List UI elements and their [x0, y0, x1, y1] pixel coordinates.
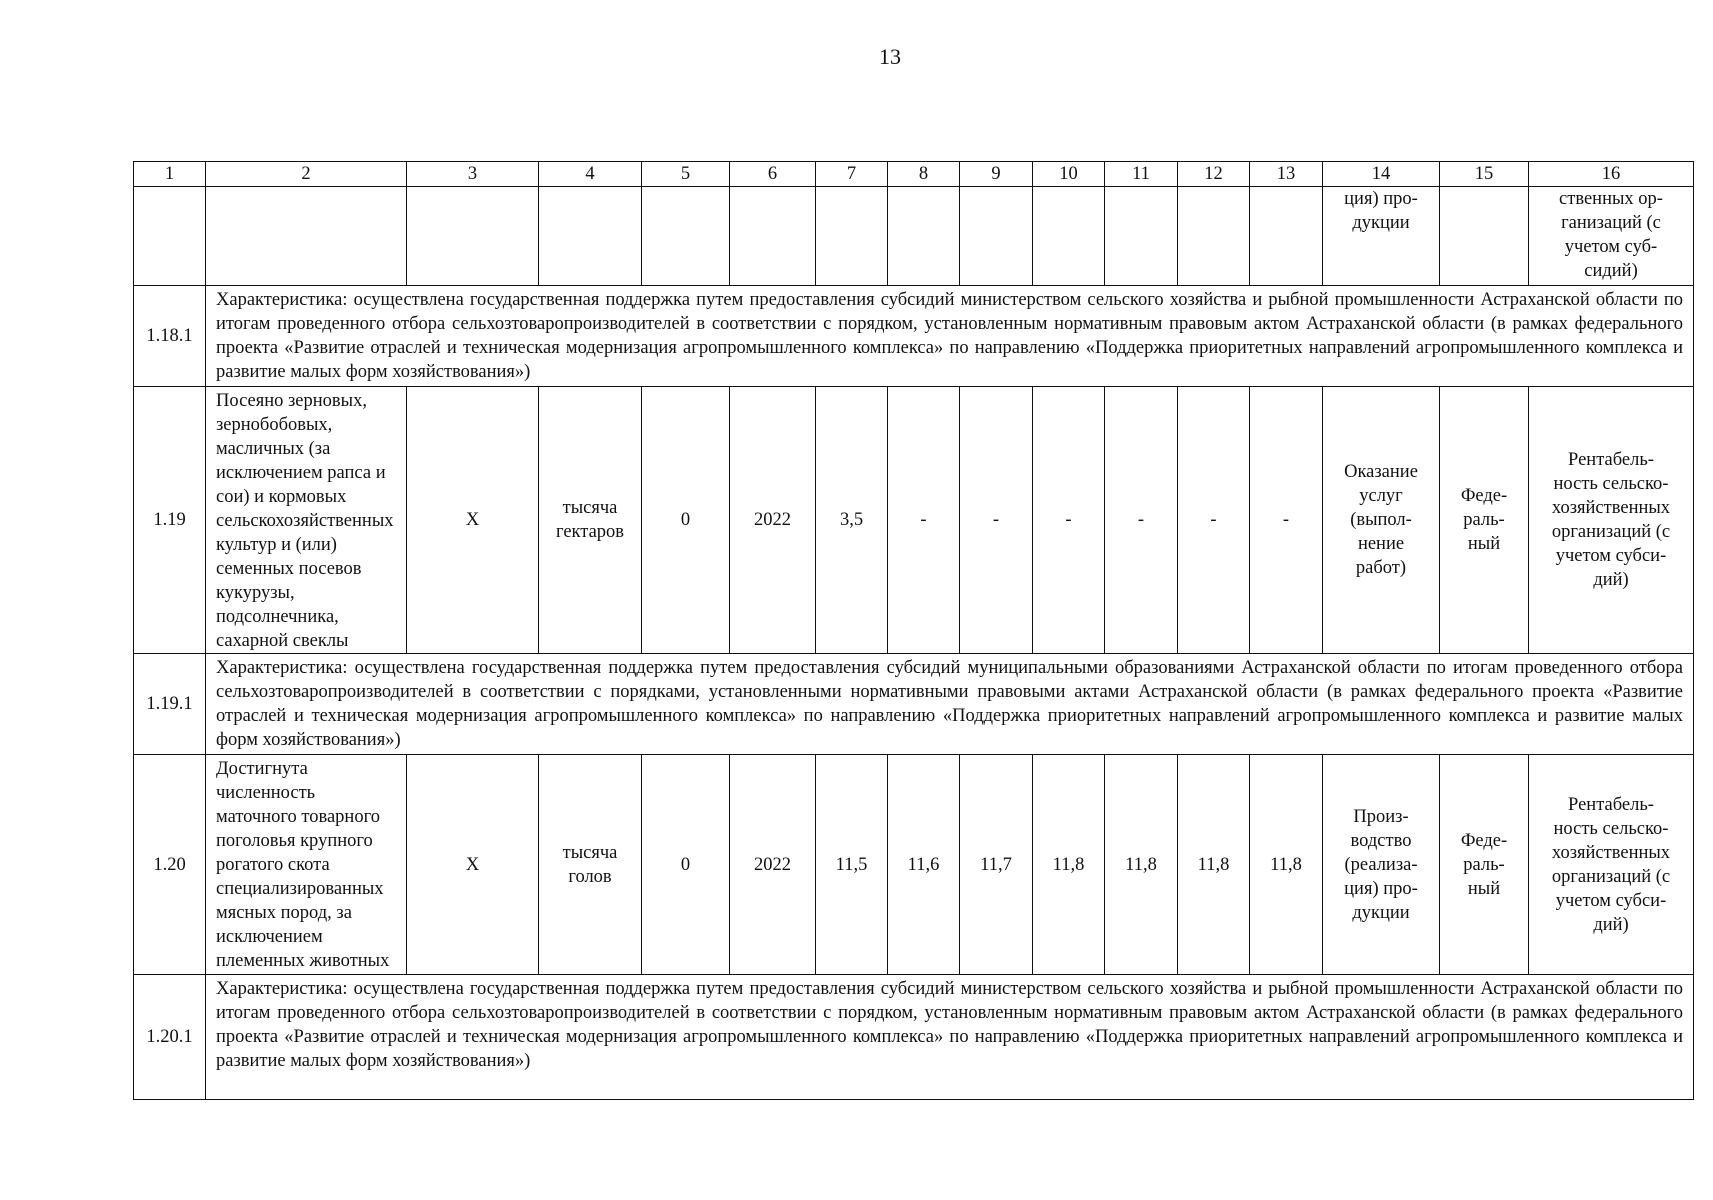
characteristic-text: Характеристика: осуществлена государственная поддержка путем предоставления субсидий министерством сельского хозяйства и рыбной промышленности Астраханской области по итогам проведенного отбора сельхозтоваропроизводителей в соответствии с порядком, установленным нормативным правовым актом Астраханской области (в рамках федерального проекта «Развитие отраслей и техническая модернизация агропромышленного комплекса» по направлению «Поддержка приоритетных направлений агропромышленного комплекса и развитие малых форм хозяйствования») [206, 975, 1694, 1100]
characteristic-row [134, 975, 1694, 1100]
row-number: 1.19.1 [134, 654, 206, 755]
year-value: 11,7 [960, 755, 1033, 975]
column-number: 5 [642, 162, 730, 187]
column-number: 1 [134, 162, 206, 187]
column-15-value: Феде- раль- ный [1440, 755, 1529, 975]
column-3-value: Х [407, 755, 539, 975]
year-value: - [888, 387, 960, 654]
column-number: 10 [1033, 162, 1105, 187]
column-number-row [134, 162, 1694, 187]
year-value: 11,6 [888, 755, 960, 975]
year-value: - [1250, 387, 1323, 654]
continuation-row [134, 187, 1694, 286]
unit-of-measure: тысяча гектаров [539, 387, 642, 654]
characteristic-text: Характеристика: осуществлена государственная поддержка путем предоставления субсидий муниципальными образованиями Астраханской области по итогам проведенного отбора сельхозтоваропроизводителей в соответствии с порядками, установленными нормативными правовыми актами Астраханской области (в рамках федерального проекта «Развитие отраслей и техническая модернизация агропромышленного комплекса» по направлению «Поддержка приоритетных направлений агропромышленного комплекса и развитие малых форм хозяйствования») [206, 654, 1694, 755]
column-15-value: Феде- раль- ный [1440, 387, 1529, 654]
indicator-name: Посеяно зерновых, зернобобовых, масличных (за исключением рапса и сои) и кормовых сельскохозяйственных культур и (или) семенных посевов кукурузы, подсолнечника, сахарной свеклы [206, 387, 407, 654]
column-number: 8 [888, 162, 960, 187]
characteristic-row [134, 654, 1694, 755]
year-value: 3,5 [816, 387, 888, 654]
year-value: 11,5 [816, 755, 888, 975]
year-value: - [1178, 387, 1250, 654]
row-number: 1.19 [134, 387, 206, 654]
column-number: 15 [1440, 162, 1529, 187]
year-value: - [960, 387, 1033, 654]
column-number: 16 [1529, 162, 1694, 187]
column-number: 14 [1323, 162, 1440, 187]
base-year: 2022 [730, 387, 816, 654]
column-16-value: Рентабель- ность сельско- хозяйственных организаций (с учетом субси- дий) [1529, 755, 1694, 975]
base-value: 0 [642, 387, 730, 654]
column-number: 9 [960, 162, 1033, 187]
row-number: 1.18.1 [134, 286, 206, 387]
year-value: 11,8 [1033, 755, 1105, 975]
base-value: 0 [642, 755, 730, 975]
characteristic-row [134, 286, 1694, 387]
page-number: 13 [879, 44, 901, 69]
column-14-value: Оказание услуг (выпол- нение работ) [1323, 387, 1440, 654]
continuation-col14: ция) про- дукции [1323, 187, 1440, 286]
unit-of-measure: тысяча голов [539, 755, 642, 975]
column-number: 4 [539, 162, 642, 187]
column-number: 11 [1105, 162, 1178, 187]
indicators-table [133, 161, 1694, 1100]
column-14-value: Произ- водство (реализа- ция) про- дукции [1323, 755, 1440, 975]
column-number: 2 [206, 162, 407, 187]
column-16-value: Рентабель- ность сельско- хозяйственных организаций (с учетом субси- дий) [1529, 387, 1694, 654]
column-number: 6 [730, 162, 816, 187]
row-number: 1.20 [134, 755, 206, 975]
row-number: 1.20.1 [134, 975, 206, 1100]
base-year: 2022 [730, 755, 816, 975]
year-value: 11,8 [1250, 755, 1323, 975]
column-3-value: Х [407, 387, 539, 654]
characteristic-text: Характеристика: осуществлена государственная поддержка путем предоставления субсидий министерством сельского хозяйства и рыбной промышленности Астраханской области по итогам проведенного отбора сельхозтоваропроизводителей в соответствии с порядком, установленным нормативным правовым актом Астраханской области (в рамках федерального проекта «Развитие отраслей и техническая модернизация агропромышленного комплекса» по направлению «Поддержка приоритетных направлений агропромышленного комплекса и развитие малых форм хозяйствования») [206, 286, 1694, 387]
year-value: - [1105, 387, 1178, 654]
indicator-row [134, 387, 1694, 654]
column-number: 7 [816, 162, 888, 187]
indicator-name: Достигнута численность маточного товарного поголовья крупного рогатого скота специализированных мясных пород, за исключением племенных животных [206, 755, 407, 975]
continuation-col16: ственных ор- ганизаций (с учетом суб- сидий) [1529, 187, 1694, 286]
indicator-row [134, 755, 1694, 975]
column-number: 3 [407, 162, 539, 187]
year-value: - [1033, 387, 1105, 654]
column-number: 12 [1178, 162, 1250, 187]
year-value: 11,8 [1105, 755, 1178, 975]
year-value: 11,8 [1178, 755, 1250, 975]
column-number: 13 [1250, 162, 1323, 187]
